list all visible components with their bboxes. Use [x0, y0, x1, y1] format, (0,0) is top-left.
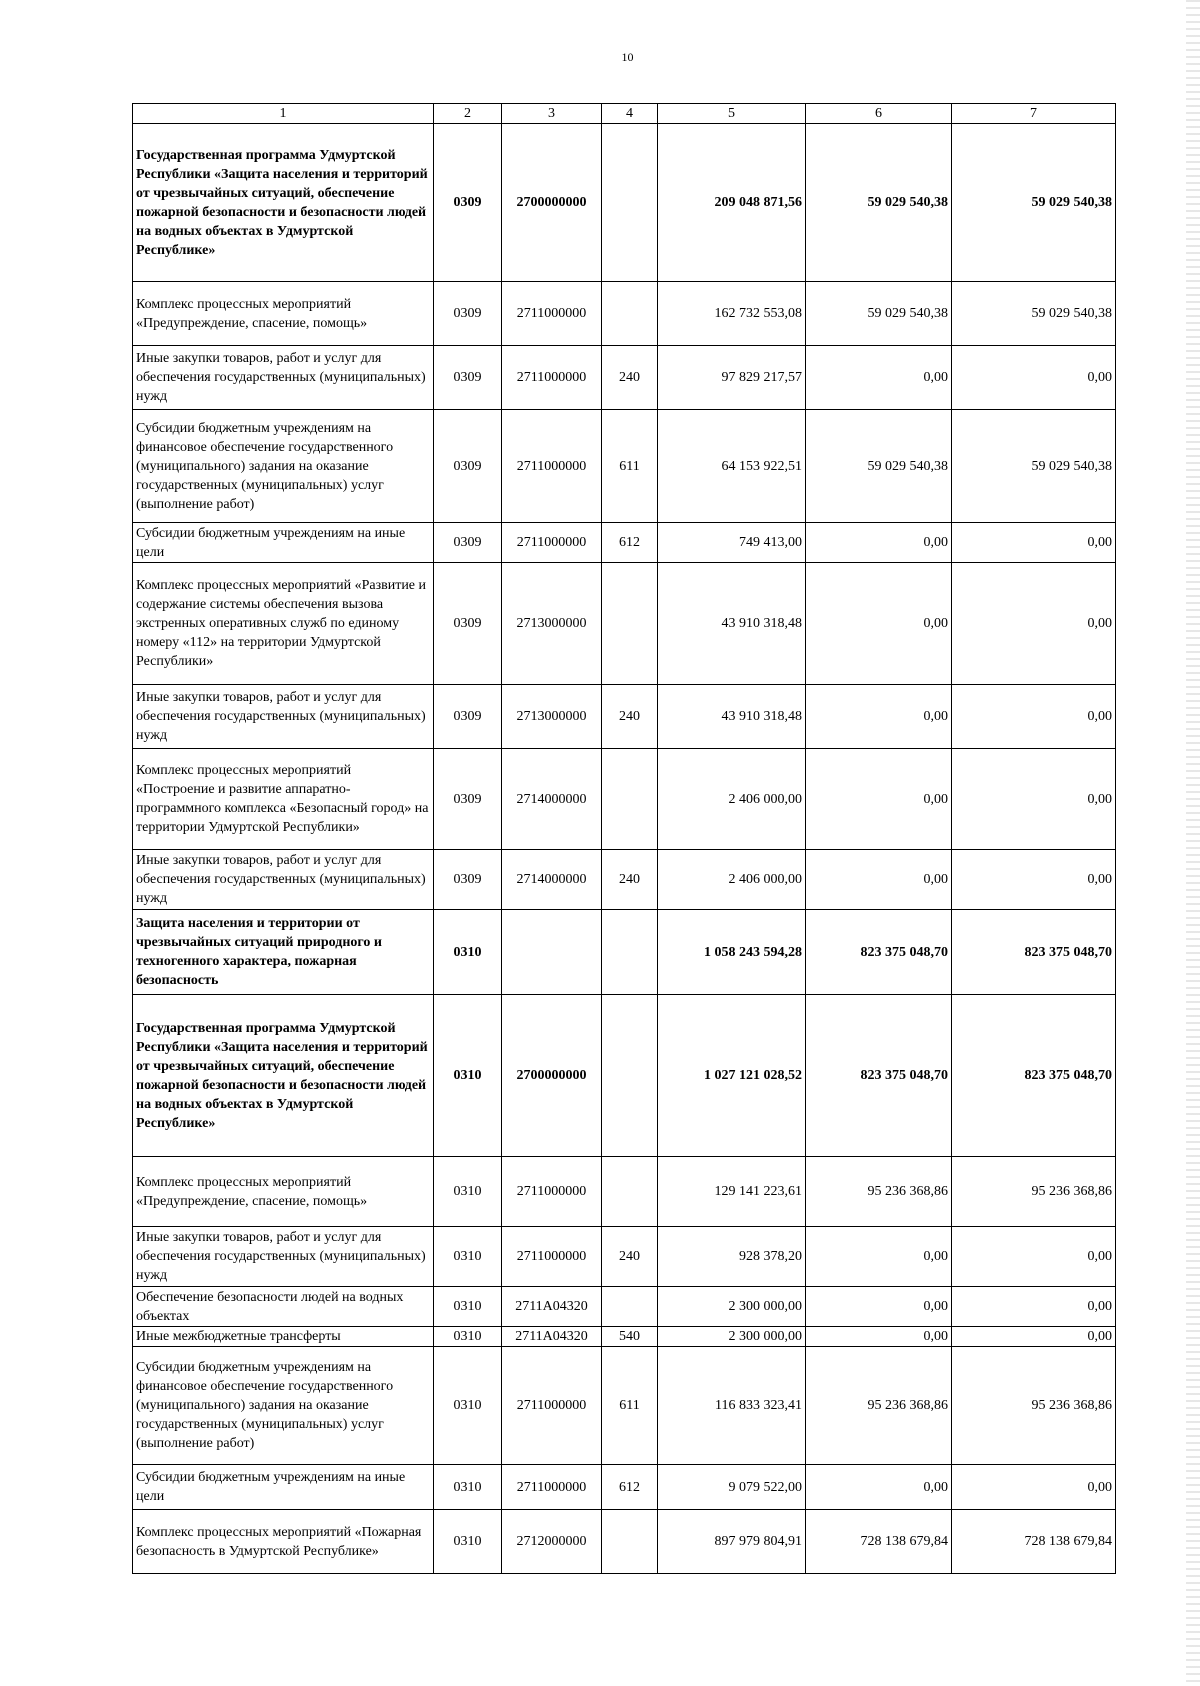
cell-amount-col5: 43 910 318,48	[658, 685, 806, 749]
cell-amount-col5: 2 406 000,00	[658, 749, 806, 850]
cell-section-code: 0310	[434, 1227, 502, 1287]
cell-amount-col5: 2 300 000,00	[658, 1327, 806, 1347]
header-col-5: 5	[658, 104, 806, 124]
cell-amount-col6: 95 236 368,86	[806, 1157, 952, 1227]
cell-expense-type: 612	[602, 1465, 658, 1510]
page-number: 10	[621, 50, 634, 64]
cell-amount-col7: 0,00	[952, 749, 1116, 850]
cell-amount-col5: 2 406 000,00	[658, 850, 806, 910]
cell-expense-type: 611	[602, 410, 658, 523]
cell-amount-col6: 0,00	[806, 850, 952, 910]
cell-section-code: 0309	[434, 523, 502, 563]
cell-amount-col5: 928 378,20	[658, 1227, 806, 1287]
table-row	[133, 523, 1116, 563]
cell-amount-col6: 823 375 048,70	[806, 910, 952, 995]
cell-name: Иные закупки товаров, работ и услуг для обеспечения государственных (муниципальных) нужд	[133, 346, 434, 410]
cell-name: Комплекс процессных мероприятий «Предупреждение, спасение, помощь»	[133, 282, 434, 346]
cell-amount-col5: 209 048 871,56	[658, 124, 806, 282]
cell-target-article: 2700000000	[502, 995, 602, 1157]
cell-target-article: 2713000000	[502, 685, 602, 749]
cell-amount-col5: 1 027 121 028,52	[658, 995, 806, 1157]
cell-section-code: 0309	[434, 410, 502, 523]
cell-expense-type	[602, 1157, 658, 1227]
cell-expense-type: 240	[602, 1227, 658, 1287]
cell-amount-col7: 0,00	[952, 346, 1116, 410]
cell-expense-type	[602, 282, 658, 346]
cell-section-code: 0310	[434, 1510, 502, 1574]
header-col-1: 1	[133, 104, 434, 124]
cell-expense-type: 611	[602, 1347, 658, 1465]
cell-target-article: 2713000000	[502, 563, 602, 685]
cell-amount-col5: 64 153 922,51	[658, 410, 806, 523]
cell-expense-type: 612	[602, 523, 658, 563]
cell-amount-col7: 0,00	[952, 1287, 1116, 1327]
cell-section-code: 0309	[434, 749, 502, 850]
cell-amount-col7: 0,00	[952, 850, 1116, 910]
cell-expense-type: 540	[602, 1327, 658, 1347]
cell-section-code: 0310	[434, 995, 502, 1157]
cell-target-article: 2711А04320	[502, 1327, 602, 1347]
scan-edge-artifact	[1186, 0, 1200, 1686]
cell-section-code: 0309	[434, 563, 502, 685]
cell-section-code: 0310	[434, 1327, 502, 1347]
header-col-2: 2	[434, 104, 502, 124]
cell-amount-col7: 95 236 368,86	[952, 1347, 1116, 1465]
cell-name: Комплекс процессных мероприятий «Развитие и содержание системы обеспечения вызова экстренных оперативных служб по единому номеру «112» на территории Удмуртской Республики»	[133, 563, 434, 685]
cell-target-article: 2700000000	[502, 124, 602, 282]
cell-amount-col5: 129 141 223,61	[658, 1157, 806, 1227]
cell-name: Субсидии бюджетным учреждениям на финансовое обеспечение государственного (муниципального) задания на оказание государственных (муниципальных) услуг (выполнение работ)	[133, 1347, 434, 1465]
header-col-4: 4	[602, 104, 658, 124]
cell-amount-col7: 0,00	[952, 1227, 1116, 1287]
cell-amount-col5: 9 079 522,00	[658, 1465, 806, 1510]
cell-name: Иные межбюджетные трансферты	[133, 1327, 434, 1347]
cell-expense-type: 240	[602, 685, 658, 749]
cell-target-article: 2711000000	[502, 1157, 602, 1227]
cell-amount-col7: 823 375 048,70	[952, 910, 1116, 995]
cell-target-article: 2711000000	[502, 1227, 602, 1287]
table-row	[133, 1510, 1116, 1574]
cell-amount-col6: 59 029 540,38	[806, 124, 952, 282]
cell-target-article: 2714000000	[502, 850, 602, 910]
cell-expense-type	[602, 1287, 658, 1327]
cell-target-article: 2711А04320	[502, 1287, 602, 1327]
cell-expense-type: 240	[602, 850, 658, 910]
cell-amount-col7: 0,00	[952, 563, 1116, 685]
cell-target-article: 2711000000	[502, 410, 602, 523]
cell-amount-col6: 0,00	[806, 685, 952, 749]
cell-amount-col6: 0,00	[806, 1327, 952, 1347]
table-row	[133, 282, 1116, 346]
cell-section-code: 0309	[434, 282, 502, 346]
cell-amount-col6: 0,00	[806, 523, 952, 563]
cell-section-code: 0310	[434, 1287, 502, 1327]
cell-amount-col6: 0,00	[806, 346, 952, 410]
cell-target-article: 2712000000	[502, 1510, 602, 1574]
cell-name: Субсидии бюджетным учреждениям на иные цели	[133, 523, 434, 563]
cell-name: Обеспечение безопасности людей на водных объектах	[133, 1287, 434, 1327]
cell-amount-col6: 0,00	[806, 1227, 952, 1287]
cell-amount-col7: 59 029 540,38	[952, 410, 1116, 523]
table-row	[133, 346, 1116, 410]
cell-amount-col5: 1 058 243 594,28	[658, 910, 806, 995]
cell-amount-col5: 749 413,00	[658, 523, 806, 563]
cell-name: Субсидии бюджетным учреждениям на иные цели	[133, 1465, 434, 1510]
cell-name: Комплекс процессных мероприятий «Предупреждение, спасение, помощь»	[133, 1157, 434, 1227]
cell-target-article: 2711000000	[502, 1465, 602, 1510]
table-row	[133, 749, 1116, 850]
cell-amount-col6: 0,00	[806, 1465, 952, 1510]
table-row	[133, 1347, 1116, 1465]
cell-amount-col6: 823 375 048,70	[806, 995, 952, 1157]
table-row	[133, 1157, 1116, 1227]
cell-target-article: 2711000000	[502, 523, 602, 563]
cell-amount-col6: 0,00	[806, 749, 952, 850]
cell-amount-col6: 59 029 540,38	[806, 282, 952, 346]
cell-name: Защита населения и территории от чрезвычайных ситуаций природного и техногенного характера, пожарная безопасность	[133, 910, 434, 995]
table-row	[133, 124, 1116, 282]
table-row	[133, 910, 1116, 995]
cell-expense-type	[602, 124, 658, 282]
table-row	[133, 1327, 1116, 1347]
cell-amount-col6: 59 029 540,38	[806, 410, 952, 523]
table-row	[133, 410, 1116, 523]
cell-amount-col6: 0,00	[806, 563, 952, 685]
cell-amount-col7: 95 236 368,86	[952, 1157, 1116, 1227]
cell-name: Государственная программа Удмуртской Республики «Защита населения и территорий от чрезвычайных ситуаций, обеспечение пожарной безопасности и безопасности людей на водных объектах в Удмуртской Республике»	[133, 124, 434, 282]
cell-expense-type	[602, 749, 658, 850]
cell-amount-col7: 59 029 540,38	[952, 282, 1116, 346]
cell-amount-col7: 0,00	[952, 685, 1116, 749]
cell-name: Комплекс процессных мероприятий «Пожарная безопасность в Удмуртской Республике»	[133, 1510, 434, 1574]
table-body	[133, 104, 1116, 1574]
cell-amount-col5: 2 300 000,00	[658, 1287, 806, 1327]
cell-name: Иные закупки товаров, работ и услуг для обеспечения государственных (муниципальных) нужд	[133, 850, 434, 910]
budget-table	[132, 103, 1116, 1574]
header-col-6: 6	[806, 104, 952, 124]
cell-amount-col7: 823 375 048,70	[952, 995, 1116, 1157]
cell-amount-col7: 0,00	[952, 1465, 1116, 1510]
cell-target-article: 2714000000	[502, 749, 602, 850]
cell-name: Комплекс процессных мероприятий «Построение и развитие аппаратно-программного комплекса «Безопасный город» на территории Удмуртской Республики»	[133, 749, 434, 850]
cell-amount-col7: 59 029 540,38	[952, 124, 1116, 282]
cell-amount-col7: 728 138 679,84	[952, 1510, 1116, 1574]
cell-amount-col7: 0,00	[952, 1327, 1116, 1347]
cell-amount-col5: 97 829 217,57	[658, 346, 806, 410]
cell-section-code: 0309	[434, 685, 502, 749]
cell-expense-type	[602, 1510, 658, 1574]
cell-target-article: 2711000000	[502, 1347, 602, 1465]
cell-amount-col5: 162 732 553,08	[658, 282, 806, 346]
cell-amount-col5: 897 979 804,91	[658, 1510, 806, 1574]
cell-name: Государственная программа Удмуртской Республики «Защита населения и территорий от чрезвычайных ситуаций, обеспечение пожарной безопасности и безопасности людей на водных объектах в Удмуртской Республике»	[133, 995, 434, 1157]
cell-target-article	[502, 910, 602, 995]
cell-section-code: 0310	[434, 1347, 502, 1465]
table-row	[133, 1465, 1116, 1510]
cell-amount-col6: 0,00	[806, 1287, 952, 1327]
cell-amount-col5: 43 910 318,48	[658, 563, 806, 685]
cell-target-article: 2711000000	[502, 282, 602, 346]
cell-section-code: 0309	[434, 124, 502, 282]
cell-name: Субсидии бюджетным учреждениям на финансовое обеспечение государственного (муниципального) задания на оказание государственных (муниципальных) услуг (выполнение работ)	[133, 410, 434, 523]
cell-section-code: 0310	[434, 1465, 502, 1510]
cell-section-code: 0309	[434, 346, 502, 410]
cell-section-code: 0309	[434, 850, 502, 910]
table-row	[133, 563, 1116, 685]
table-row	[133, 995, 1116, 1157]
table-row	[133, 685, 1116, 749]
header-col-7: 7	[952, 104, 1116, 124]
cell-name: Иные закупки товаров, работ и услуг для обеспечения государственных (муниципальных) нужд	[133, 685, 434, 749]
cell-target-article: 2711000000	[502, 346, 602, 410]
cell-amount-col5: 116 833 323,41	[658, 1347, 806, 1465]
cell-expense-type	[602, 995, 658, 1157]
header-col-3: 3	[502, 104, 602, 124]
cell-section-code: 0310	[434, 910, 502, 995]
cell-expense-type	[602, 563, 658, 685]
table-row	[133, 1287, 1116, 1327]
table-header-row	[133, 104, 1116, 124]
cell-expense-type: 240	[602, 346, 658, 410]
cell-amount-col6: 728 138 679,84	[806, 1510, 952, 1574]
cell-name: Иные закупки товаров, работ и услуг для обеспечения государственных (муниципальных) нужд	[133, 1227, 434, 1287]
table-row	[133, 850, 1116, 910]
cell-expense-type	[602, 910, 658, 995]
cell-amount-col6: 95 236 368,86	[806, 1347, 952, 1465]
table-row	[133, 1227, 1116, 1287]
cell-section-code: 0310	[434, 1157, 502, 1227]
cell-amount-col7: 0,00	[952, 523, 1116, 563]
